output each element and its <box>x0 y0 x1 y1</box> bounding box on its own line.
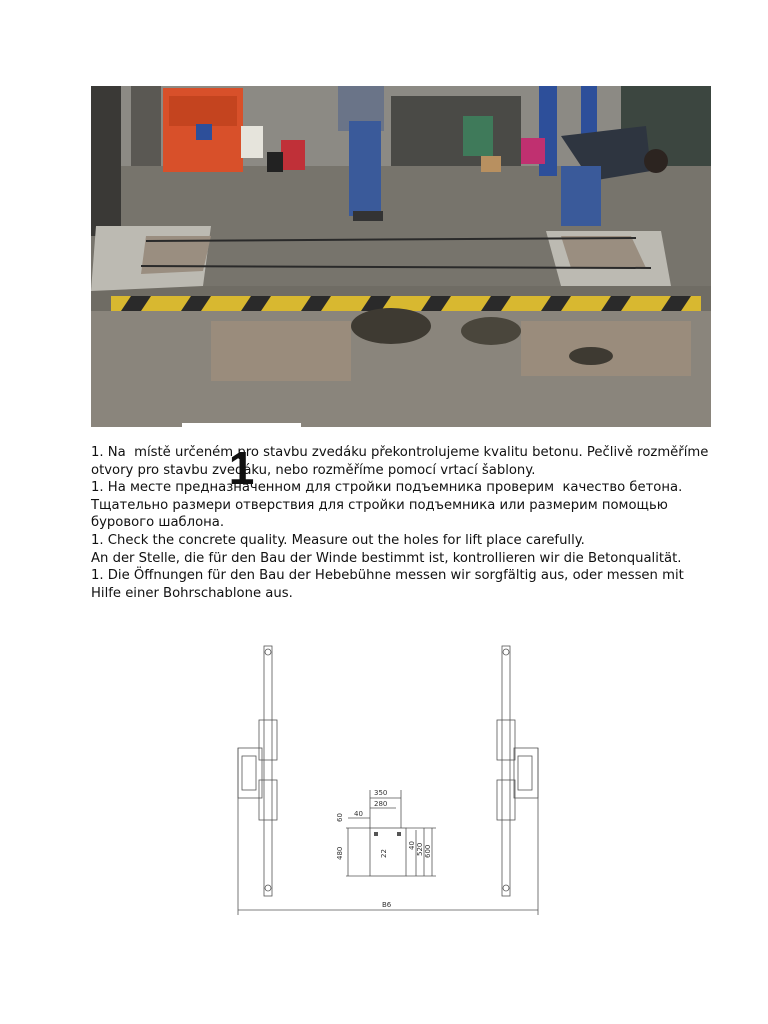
right-column <box>502 646 510 896</box>
right-column-body <box>497 720 515 760</box>
dim-60: 60 <box>336 813 344 822</box>
paragraph-german-2: 1. Die Öffnungen für den Bau der Hebebühne messen wir sorgfältig aus, oder messen mit Hilfe einer Bohrschablone aus. <box>91 568 688 601</box>
dim-480: 480 <box>336 846 344 860</box>
dim-600: 600 <box>424 844 432 858</box>
right-base-plate <box>514 748 538 798</box>
technical-drawing <box>226 640 550 918</box>
instruction-text <box>91 444 711 602</box>
dim-40-right: 40 <box>408 841 416 850</box>
dim-40-top: 40 <box>354 810 363 818</box>
paragraph-english: 1. Check the concrete quality. Measure out the holes for lift place carefully. <box>91 532 585 548</box>
dim-280: 280 <box>374 800 388 808</box>
paragraph-german-1: An der Stelle, die für den Bau der Winde bestimmt ist, kontrollieren wir die Betonqualität. <box>91 550 682 566</box>
workshop-photo-art <box>91 86 711 427</box>
dim-22: 22 <box>380 849 388 858</box>
dim-520: 520 <box>416 842 424 856</box>
left-column <box>264 646 272 896</box>
dim-overall: B6 <box>382 901 392 909</box>
step-number: 1 <box>228 442 255 494</box>
drawing-svg <box>226 640 550 918</box>
paragraph-russian: 1. На месте предназначенном для стройки подъемника проверим качество бетона. Тщательно размери отверствия для стройки подъемника или размерим помощью бурового шаблона. <box>91 480 687 531</box>
dim-350: 350 <box>374 789 388 797</box>
paragraph-czech: 1. Na místě určeném pro stavbu zvedáku překontrolujeme kvalitu betonu. Pečlivě rozměříme otvory pro stavbu zvedáku, nebo rozměříme pomocí vrtací šablony. <box>91 445 713 478</box>
